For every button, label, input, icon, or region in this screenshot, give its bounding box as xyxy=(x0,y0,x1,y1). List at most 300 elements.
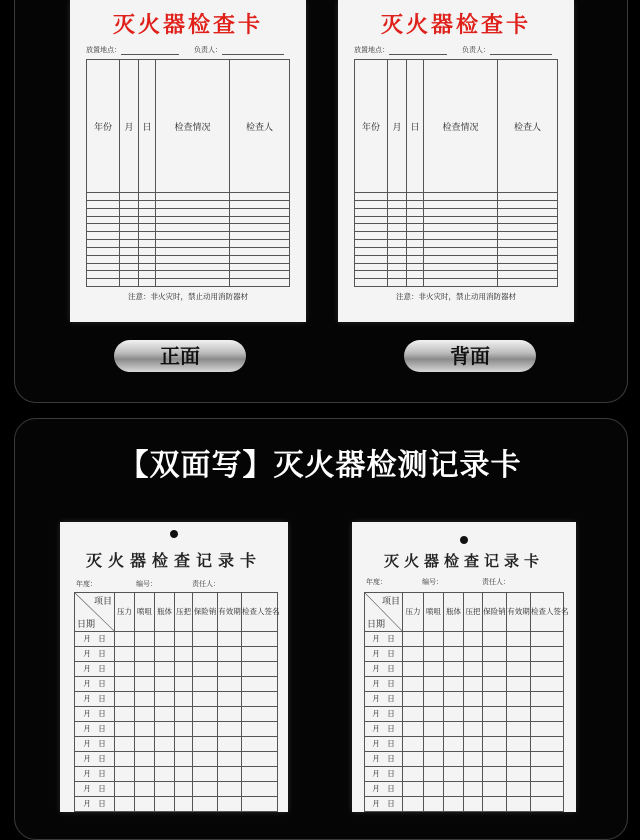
hanging-hole xyxy=(460,536,468,544)
table-cell xyxy=(424,736,444,751)
table-cell xyxy=(531,661,564,676)
table-cell xyxy=(531,766,564,781)
table-cell xyxy=(175,736,193,751)
table-cell xyxy=(193,676,218,691)
table-cell xyxy=(139,255,156,263)
header-day: 日 xyxy=(407,60,424,193)
diag-date-label: 日期 xyxy=(77,619,96,630)
date-cell: 月 日 xyxy=(365,706,403,721)
header-signature: 检查人签名 xyxy=(531,593,564,632)
header-status: 检查情况 xyxy=(156,60,230,193)
header-body: 瓶体 xyxy=(444,593,464,632)
table-cell xyxy=(230,232,290,240)
table-cell xyxy=(483,796,507,811)
record-table xyxy=(74,592,278,812)
table-cell xyxy=(230,208,290,216)
table-cell xyxy=(156,216,230,224)
person-label: 责任人： xyxy=(192,580,220,588)
table-cell xyxy=(388,240,407,248)
date-cell: 月 日 xyxy=(75,766,115,781)
table-cell xyxy=(403,706,424,721)
table-row xyxy=(355,208,558,216)
table-cell xyxy=(464,736,483,751)
table-cell xyxy=(139,224,156,232)
table-cell xyxy=(507,766,531,781)
table-cell xyxy=(242,631,278,646)
table-cell xyxy=(424,691,444,706)
table-cell xyxy=(424,193,498,201)
table-cell xyxy=(87,208,120,216)
date-cell: 月 日 xyxy=(365,796,403,811)
table-cell xyxy=(87,263,120,271)
table-cell xyxy=(120,263,139,271)
table-cell xyxy=(424,200,498,208)
table-row xyxy=(87,263,290,271)
table-cell xyxy=(424,721,444,736)
table-row xyxy=(365,736,564,751)
back-card xyxy=(338,0,574,322)
table-cell xyxy=(139,232,156,240)
table-cell xyxy=(230,247,290,255)
table-row xyxy=(75,691,278,706)
number-label: 编号： xyxy=(422,578,443,586)
table-cell xyxy=(507,631,531,646)
date-cell: 月 日 xyxy=(75,736,115,751)
table-cell xyxy=(483,766,507,781)
table-row xyxy=(365,676,564,691)
table-row xyxy=(87,232,290,240)
table-cell xyxy=(507,781,531,796)
date-cell: 月 日 xyxy=(75,691,115,706)
table-cell xyxy=(175,781,193,796)
table-cell xyxy=(388,216,407,224)
person-label: 责任人： xyxy=(482,578,510,586)
table-cell xyxy=(388,271,407,279)
table-cell xyxy=(87,255,120,263)
record-card-right xyxy=(352,522,576,812)
table-cell xyxy=(156,263,230,271)
date-cell: 月 日 xyxy=(75,661,115,676)
table-cell xyxy=(483,721,507,736)
table-cell xyxy=(175,631,193,646)
table-row xyxy=(365,691,564,706)
table-row xyxy=(365,796,564,811)
table-cell xyxy=(242,766,278,781)
table-cell xyxy=(355,240,388,248)
table-cell xyxy=(424,706,444,721)
table-cell xyxy=(242,796,278,811)
table-cell xyxy=(155,736,175,751)
table-cell xyxy=(407,232,424,240)
table-cell xyxy=(403,691,424,706)
table-row xyxy=(355,224,558,232)
table-cell xyxy=(139,247,156,255)
table-cell xyxy=(531,631,564,646)
table-cell xyxy=(424,631,444,646)
table-cell xyxy=(120,240,139,248)
table-cell xyxy=(156,224,230,232)
card-note: 注意：非火灾时，禁止动用消防器材 xyxy=(128,292,248,301)
table-cell xyxy=(531,781,564,796)
table-cell xyxy=(355,279,388,287)
table-cell xyxy=(193,631,218,646)
table-cell xyxy=(444,661,464,676)
table-cell xyxy=(115,631,135,646)
record-card-title: 灭火器检查记录卡 xyxy=(383,552,544,570)
table-cell xyxy=(115,676,135,691)
table-cell xyxy=(193,691,218,706)
table-row xyxy=(87,193,290,201)
header-handle: 压把 xyxy=(464,593,483,632)
table-cell xyxy=(483,676,507,691)
table-row xyxy=(355,263,558,271)
table-cell xyxy=(115,646,135,661)
table-cell xyxy=(403,646,424,661)
table-cell xyxy=(155,766,175,781)
table-row xyxy=(87,255,290,263)
table-cell xyxy=(388,247,407,255)
table-cell xyxy=(407,271,424,279)
table-cell xyxy=(407,208,424,216)
table-row xyxy=(87,240,290,248)
record-table xyxy=(364,592,569,812)
table-cell xyxy=(531,646,564,661)
date-cell: 月 日 xyxy=(365,646,403,661)
table-cell xyxy=(507,691,531,706)
table-cell xyxy=(388,193,407,201)
table-cell xyxy=(403,631,424,646)
table-cell xyxy=(193,646,218,661)
table-cell xyxy=(407,263,424,271)
header-pressure: 压力 xyxy=(115,593,135,632)
date-cell: 月 日 xyxy=(365,631,403,646)
person-label: 负责人： xyxy=(462,46,490,54)
table-cell xyxy=(424,271,498,279)
table-cell xyxy=(507,706,531,721)
table-cell xyxy=(507,676,531,691)
table-cell xyxy=(218,781,242,796)
table-cell xyxy=(139,200,156,208)
table-cell xyxy=(424,263,498,271)
table-row xyxy=(75,721,278,736)
table-cell xyxy=(115,766,135,781)
date-cell: 月 日 xyxy=(75,676,115,691)
table-cell xyxy=(193,781,218,796)
table-cell xyxy=(355,247,388,255)
table-cell xyxy=(388,208,407,216)
table-cell xyxy=(120,279,139,287)
table-cell xyxy=(242,781,278,796)
table-cell xyxy=(155,751,175,766)
table-cell xyxy=(155,676,175,691)
date-cell: 月 日 xyxy=(75,781,115,796)
table-cell xyxy=(230,200,290,208)
table-cell xyxy=(115,781,135,796)
table-cell xyxy=(230,240,290,248)
table-cell xyxy=(531,691,564,706)
table-cell xyxy=(355,263,388,271)
table-cell xyxy=(424,208,498,216)
table-cell xyxy=(242,676,278,691)
table-row xyxy=(87,200,290,208)
table-cell xyxy=(87,271,120,279)
table-cell xyxy=(424,232,498,240)
table-row xyxy=(355,200,558,208)
date-cell: 月 日 xyxy=(75,646,115,661)
table-cell xyxy=(230,224,290,232)
diag-date-label: 日期 xyxy=(367,619,386,630)
table-cell xyxy=(242,706,278,721)
table-cell xyxy=(355,216,388,224)
table-row xyxy=(87,279,290,287)
table-row xyxy=(355,279,558,287)
table-cell xyxy=(175,796,193,811)
diag-item-label: 项目 xyxy=(381,597,400,607)
year-label: 年度： xyxy=(76,580,97,588)
table-cell xyxy=(444,646,464,661)
table-cell xyxy=(155,721,175,736)
header-nozzle: 喷咀 xyxy=(424,593,444,632)
table-cell xyxy=(175,661,193,676)
table-cell xyxy=(87,216,120,224)
header-safety-pin: 保险销 xyxy=(483,593,507,632)
table-cell xyxy=(120,216,139,224)
header-signature: 检查人签名 xyxy=(242,593,278,632)
table-cell xyxy=(507,661,531,676)
card-note: 注意：非火灾时，禁止动用消防器材 xyxy=(396,292,516,301)
table-cell xyxy=(139,216,156,224)
table-cell xyxy=(464,691,483,706)
table-cell xyxy=(87,200,120,208)
table-cell xyxy=(135,751,155,766)
table-cell xyxy=(193,796,218,811)
header-body: 瓶体 xyxy=(155,593,175,632)
table-cell xyxy=(175,751,193,766)
table-cell xyxy=(507,721,531,736)
table-cell xyxy=(218,766,242,781)
table-cell xyxy=(175,676,193,691)
table-cell xyxy=(230,271,290,279)
table-row xyxy=(75,706,278,721)
table-cell xyxy=(424,216,498,224)
table-cell xyxy=(155,661,175,676)
year-label: 年度： xyxy=(366,578,387,586)
table-row xyxy=(365,721,564,736)
table-cell xyxy=(498,208,558,216)
table-cell xyxy=(87,279,120,287)
table-cell xyxy=(139,271,156,279)
table-cell xyxy=(403,781,424,796)
table-cell xyxy=(498,216,558,224)
table-cell xyxy=(407,255,424,263)
table-cell xyxy=(444,631,464,646)
header-expiry: 有效期 xyxy=(507,593,531,632)
table-cell xyxy=(230,263,290,271)
table-cell xyxy=(444,751,464,766)
table-cell xyxy=(444,691,464,706)
table-cell xyxy=(135,661,155,676)
table-cell xyxy=(424,751,444,766)
table-cell xyxy=(388,255,407,263)
table-cell xyxy=(464,646,483,661)
table-cell xyxy=(242,646,278,661)
header-month: 月 xyxy=(388,60,407,193)
table-row xyxy=(355,240,558,248)
table-cell xyxy=(388,263,407,271)
table-row xyxy=(75,736,278,751)
table-cell xyxy=(407,200,424,208)
table-cell xyxy=(464,781,483,796)
table-cell xyxy=(156,200,230,208)
table-cell xyxy=(175,691,193,706)
date-cell: 月 日 xyxy=(75,796,115,811)
table-cell xyxy=(407,216,424,224)
table-cell xyxy=(242,691,278,706)
table-cell xyxy=(115,736,135,751)
date-cell: 月 日 xyxy=(75,706,115,721)
location-label: 放置地点： xyxy=(354,46,389,54)
table-cell xyxy=(483,646,507,661)
table-cell xyxy=(355,232,388,240)
table-row xyxy=(75,751,278,766)
diagonal-header xyxy=(365,593,403,632)
date-cell: 月 日 xyxy=(365,721,403,736)
table-cell xyxy=(242,721,278,736)
table-cell xyxy=(531,721,564,736)
table-cell xyxy=(120,255,139,263)
table-row xyxy=(75,676,278,691)
table-cell xyxy=(156,240,230,248)
table-row xyxy=(87,216,290,224)
table-cell xyxy=(507,736,531,751)
table-cell xyxy=(403,796,424,811)
table-cell xyxy=(115,706,135,721)
table-cell xyxy=(498,255,558,263)
table-cell xyxy=(156,208,230,216)
table-cell xyxy=(407,247,424,255)
table-row xyxy=(365,766,564,781)
table-cell xyxy=(483,751,507,766)
table-cell xyxy=(242,736,278,751)
table-row xyxy=(75,631,278,646)
table-cell xyxy=(193,766,218,781)
table-cell xyxy=(498,232,558,240)
header-year: 年份 xyxy=(87,60,120,193)
location-field xyxy=(354,45,447,55)
table-cell xyxy=(242,661,278,676)
header-pressure: 压力 xyxy=(403,593,424,632)
table-cell xyxy=(120,200,139,208)
table-cell xyxy=(464,661,483,676)
table-cell xyxy=(139,279,156,287)
table-cell xyxy=(498,263,558,271)
table-cell xyxy=(139,240,156,248)
table-cell xyxy=(120,193,139,201)
table-cell xyxy=(218,691,242,706)
header-inspector: 检查人 xyxy=(498,60,558,193)
table-cell xyxy=(531,751,564,766)
table-cell xyxy=(388,224,407,232)
date-cell: 月 日 xyxy=(365,781,403,796)
table-cell xyxy=(87,232,120,240)
person-field xyxy=(194,45,284,55)
table-cell xyxy=(175,721,193,736)
table-cell xyxy=(507,796,531,811)
table-cell xyxy=(464,721,483,736)
table-row xyxy=(365,631,564,646)
person-label: 负责人： xyxy=(194,46,222,54)
table-row xyxy=(355,247,558,255)
front-label: 正面 xyxy=(114,340,246,372)
table-cell xyxy=(115,661,135,676)
header-nozzle: 喷咀 xyxy=(135,593,155,632)
table-cell xyxy=(531,706,564,721)
table-row xyxy=(87,247,290,255)
table-cell xyxy=(115,751,135,766)
table-cell xyxy=(87,193,120,201)
table-cell xyxy=(155,631,175,646)
table-row xyxy=(365,751,564,766)
table-cell xyxy=(156,271,230,279)
table-cell xyxy=(403,721,424,736)
table-cell xyxy=(531,736,564,751)
table-cell xyxy=(193,706,218,721)
table-cell xyxy=(444,796,464,811)
table-cell xyxy=(120,232,139,240)
table-cell xyxy=(483,736,507,751)
date-cell: 月 日 xyxy=(365,691,403,706)
table-cell xyxy=(120,271,139,279)
table-cell xyxy=(218,751,242,766)
table-cell xyxy=(424,255,498,263)
headline: 【双面写】灭火器检测记录卡 xyxy=(118,448,522,483)
table-cell xyxy=(135,736,155,751)
table-cell xyxy=(87,224,120,232)
table-cell xyxy=(135,631,155,646)
table-cell xyxy=(403,661,424,676)
date-cell: 月 日 xyxy=(75,721,115,736)
table-cell xyxy=(218,706,242,721)
table-cell xyxy=(464,706,483,721)
table-row xyxy=(87,224,290,232)
table-cell xyxy=(175,766,193,781)
table-cell xyxy=(155,691,175,706)
table-cell xyxy=(156,255,230,263)
header-day: 日 xyxy=(139,60,156,193)
table-cell xyxy=(498,247,558,255)
record-card-left xyxy=(60,522,288,812)
header-expiry: 有效期 xyxy=(218,593,242,632)
table-cell xyxy=(156,193,230,201)
table-cell xyxy=(355,224,388,232)
table-cell xyxy=(135,796,155,811)
date-cell: 月 日 xyxy=(75,751,115,766)
table-cell xyxy=(218,796,242,811)
table-cell xyxy=(218,631,242,646)
table-cell xyxy=(403,676,424,691)
header-handle: 压把 xyxy=(175,593,193,632)
inspection-table xyxy=(354,59,558,287)
table-row xyxy=(75,781,278,796)
table-cell xyxy=(531,796,564,811)
table-cell xyxy=(135,721,155,736)
table-cell xyxy=(464,631,483,646)
table-cell xyxy=(193,751,218,766)
location-field xyxy=(86,45,179,55)
table-cell xyxy=(355,255,388,263)
table-row xyxy=(365,661,564,676)
date-cell: 月 日 xyxy=(75,631,115,646)
